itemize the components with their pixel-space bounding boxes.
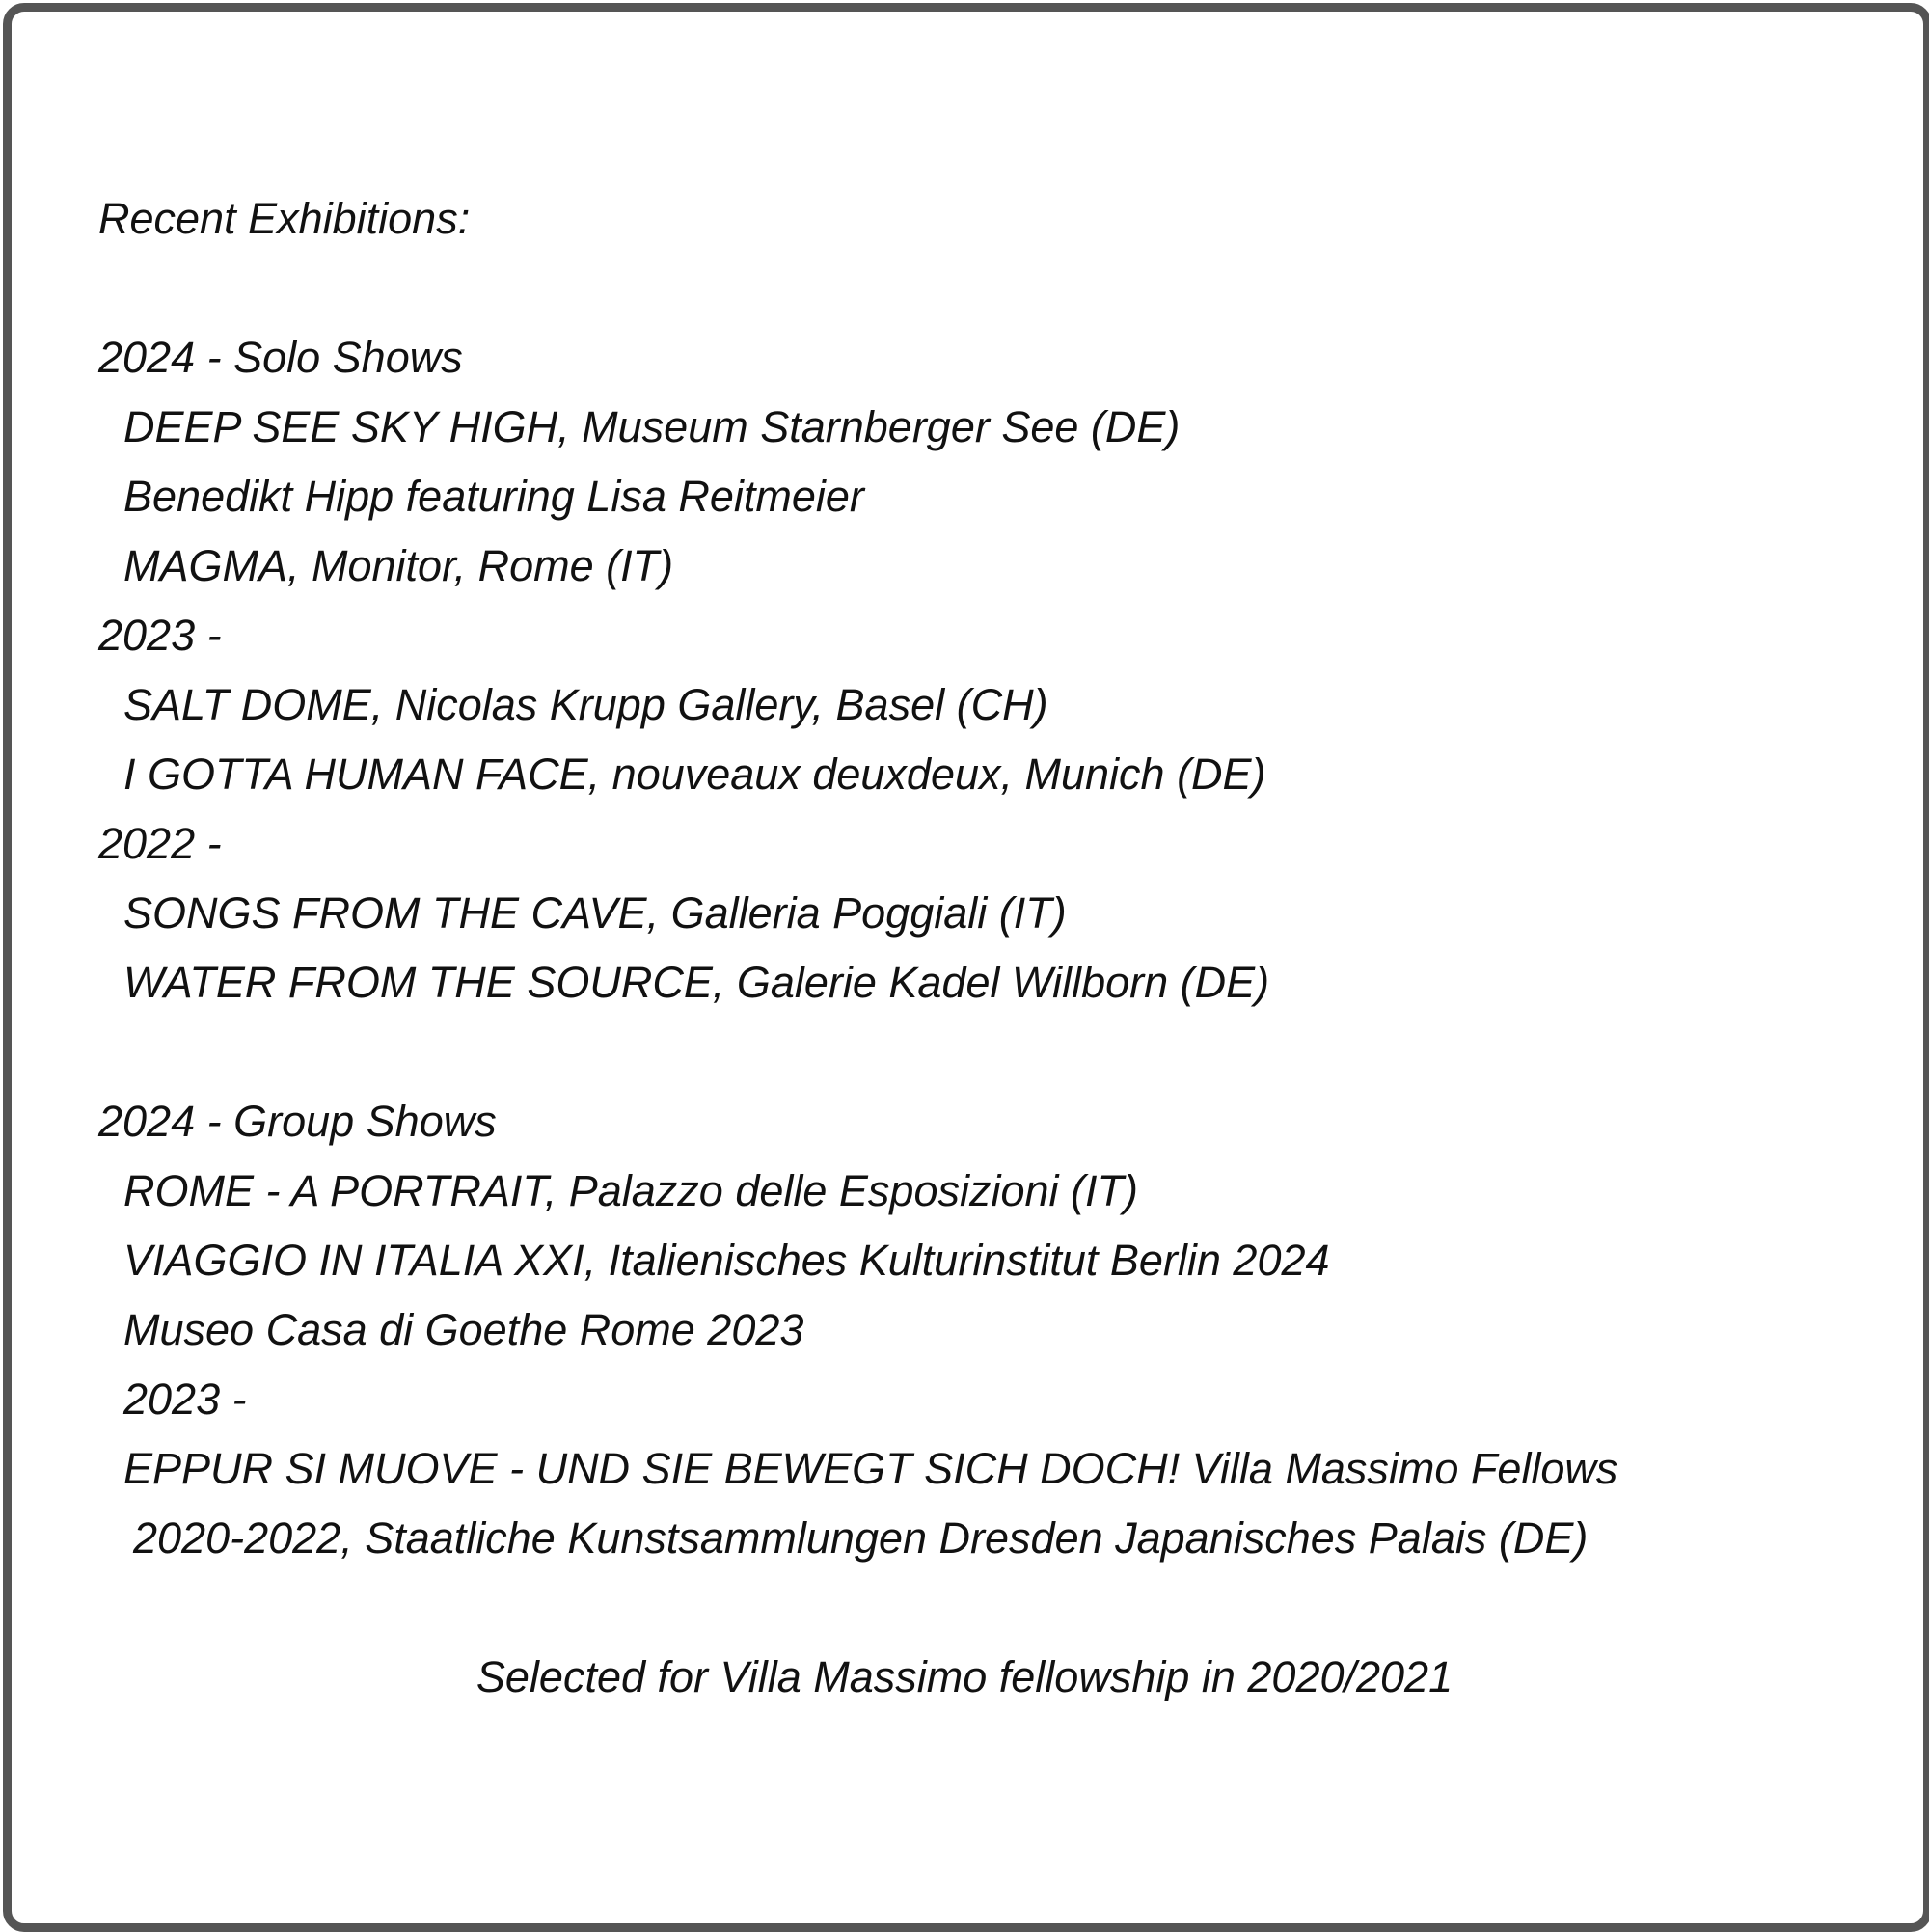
group-item: ROME - A PORTRAIT, Palazzo delle Esposizioni (IT) — [123, 1166, 1138, 1215]
solo-item: I GOTTA HUMAN FACE, nouveaux deuxdeux, Munich (DE) — [123, 749, 1266, 799]
solo-item: MAGMA, Monitor, Rome (IT) — [123, 541, 674, 590]
fellowship-note: Selected for Villa Massimo fellowship in 2020/2021 — [475, 1652, 1454, 1701]
heading: Recent Exhibitions: — [98, 194, 471, 243]
group-shows-header: 2024 - Group Shows — [98, 1097, 497, 1146]
solo-item: SALT DOME, Nicolas Krupp Gallery, Basel (CH) — [123, 680, 1048, 729]
group-item: VIAGGIO IN ITALIA XXI, Italienisches Kulturinstitut Berlin 2024 — [123, 1236, 1330, 1285]
solo-item: DEEP SEE SKY HIGH, Museum Starnberger See (DE) — [123, 402, 1181, 451]
solo-year-2022: 2022 - — [98, 819, 222, 868]
solo-shows-header: 2024 - Solo Shows — [98, 333, 463, 382]
solo-item: SONGS FROM THE CAVE, Galleria Poggiali (IT) — [123, 888, 1067, 938]
group-item: Museo Casa di Goethe Rome 2023 — [123, 1305, 804, 1354]
solo-item: WATER FROM THE SOURCE, Galerie Kadel Willborn (DE) — [123, 958, 1270, 1007]
group-item: EPPUR SI MUOVE - UND SIE BEWEGT SICH DOCH! Villa Massimo Fellows — [123, 1444, 1618, 1493]
group-year-2023: 2023 - — [123, 1374, 247, 1424]
solo-item: Benedikt Hipp featuring Lisa Reitmeier — [123, 472, 864, 521]
group-item-continuation: 2020-2022, Staatliche Kunstsammlungen Dresden Japanisches Palais (DE) — [133, 1513, 1589, 1563]
solo-year-2023: 2023 - — [98, 611, 222, 660]
